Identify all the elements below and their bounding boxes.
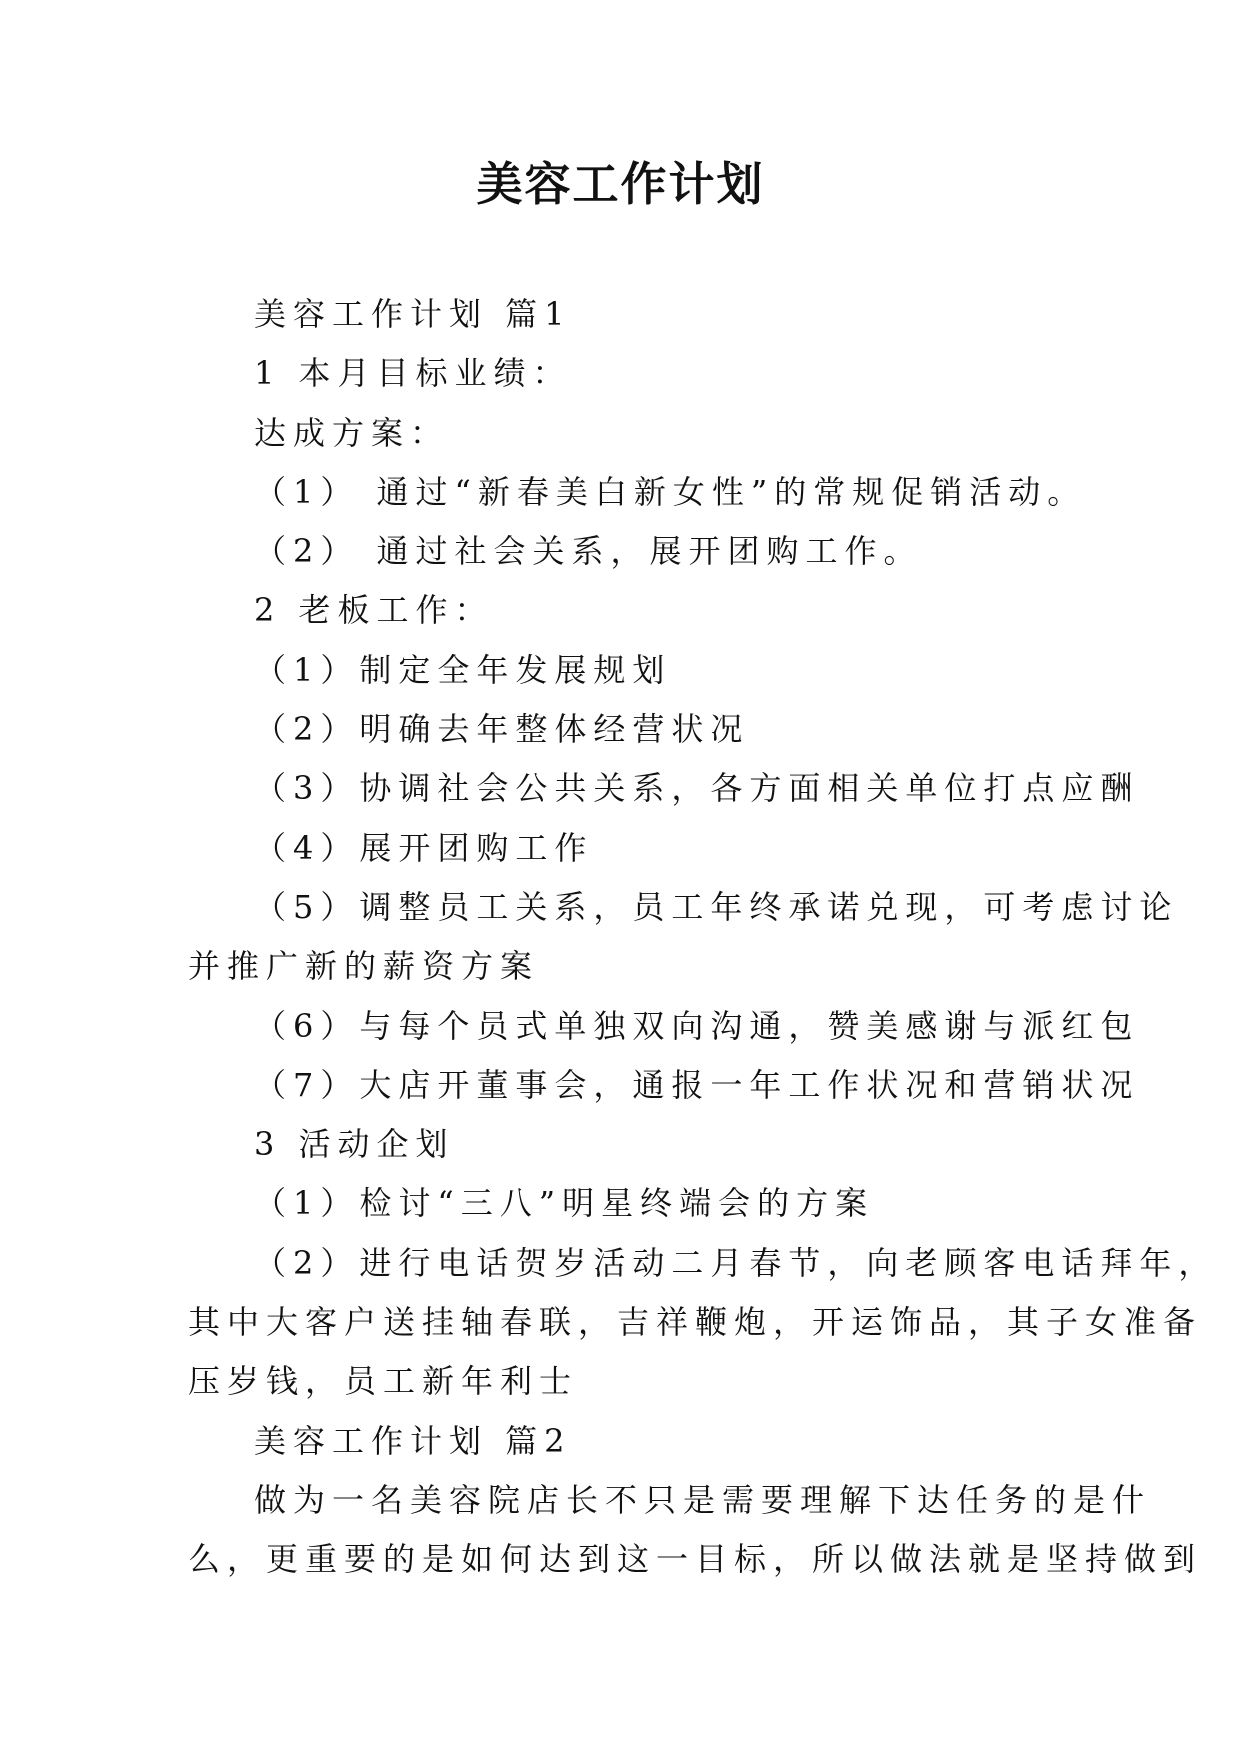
text-line: 做为一名美容院店长不只是需要理解下达任务的是什 [254, 1480, 1152, 1519]
text-line: （3）协调社会公共关系，各方面相关单位打点应酬 [254, 769, 1140, 808]
document-body [188, 285, 1218, 1590]
text-line: 其中大客户送挂轴春联，吉祥鞭炮，开运饰品，其子女准备 [188, 1303, 1203, 1342]
text-line: （2）明确去年整体经营状况 [254, 710, 750, 749]
document-title: 美容工作计划 [476, 157, 765, 211]
text-line: 2 老板工作： [254, 591, 494, 630]
text-line: （5）调整员工关系，员工年终承诺兑现，可考虑讨论 [254, 887, 1179, 926]
text-line: （1） 通过“新春美白新女性”的常规促销活动。 [254, 472, 1087, 511]
text-line: （2） 通过社会关系，展开团购工作。 [254, 532, 923, 571]
section-heading: 美容工作计划 篇1 [254, 295, 572, 333]
text-line: （1）制定全年发展规划 [254, 650, 672, 689]
text-line: （6）与每个员式单独双向沟通，赞美感谢与派红包 [254, 1006, 1140, 1045]
text-line: （1）检讨“三八”明星终端会的方案 [254, 1184, 875, 1223]
text-line: （4）展开团购工作 [254, 828, 594, 867]
text-line: 3 活动企划 [254, 1125, 455, 1164]
text-line: 么，更重要的是如何达到这一目标，所以做法就是坚持做到 [188, 1540, 1203, 1579]
text-line: 压岁钱，员工新年利士 [188, 1362, 579, 1401]
text-line: （7）大店开董事会，通报一年工作状况和营销状况 [254, 1065, 1140, 1104]
text-line: 达成方案： [254, 413, 450, 452]
text-line: （2）进行电话贺岁活动二月春节，向老顾客电话拜年， [254, 1243, 1218, 1282]
section-heading: 美容工作计划 篇2 [254, 1421, 572, 1460]
text-line: 并推广新的薪资方案 [188, 947, 540, 986]
text-line: 1 本月目标业绩： [254, 354, 572, 393]
